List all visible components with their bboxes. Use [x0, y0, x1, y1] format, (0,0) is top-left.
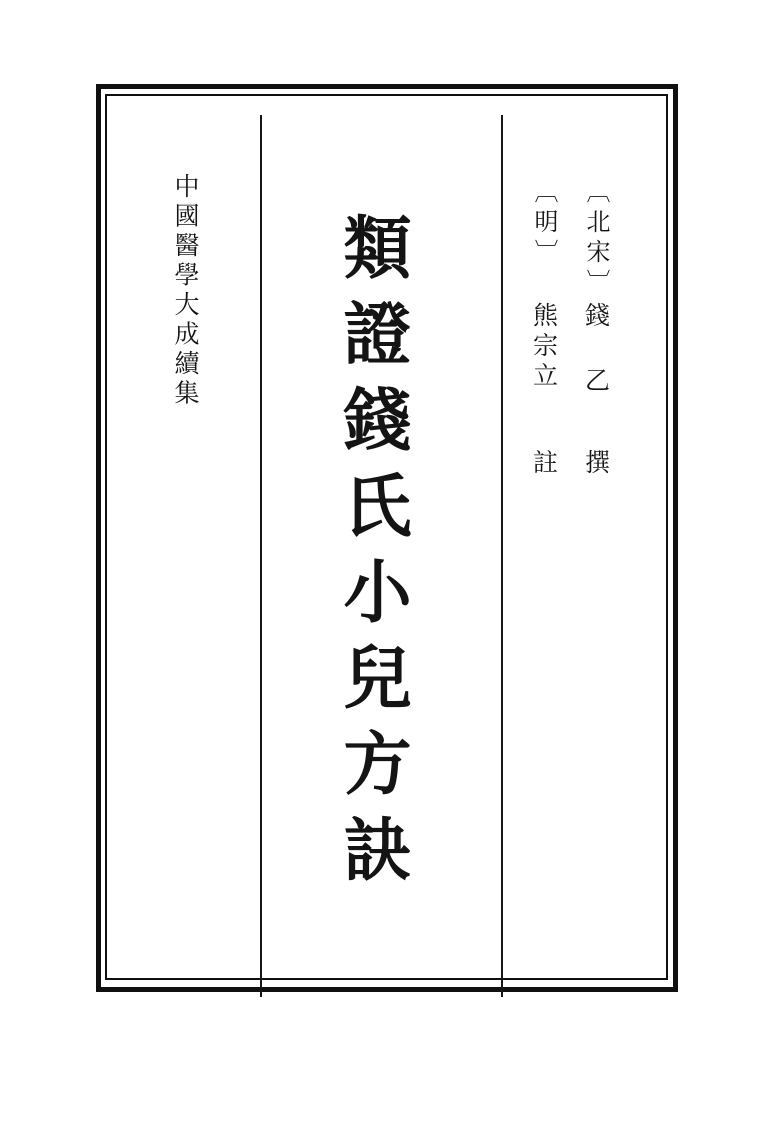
author-column-qian-yi [580, 0, 610, 1122]
author-role-label: 註 [529, 449, 557, 474]
author-column-xiong-zongli [528, 0, 558, 1122]
column-divider-left [260, 115, 262, 997]
series-title: 中國醫學大成續集 [171, 173, 198, 409]
author-dynasty-label: 〔北宋〕 [582, 179, 608, 299]
author-name: 熊宗立 [529, 302, 557, 392]
column-divider-right [501, 115, 503, 997]
book-main-title: 類證錢氏小兒方訣 [334, 212, 410, 900]
author-role-label: 撰 [581, 449, 609, 474]
author-dynasty-label: 〔明〕 [530, 179, 556, 269]
author-name: 錢乙 [581, 302, 609, 432]
